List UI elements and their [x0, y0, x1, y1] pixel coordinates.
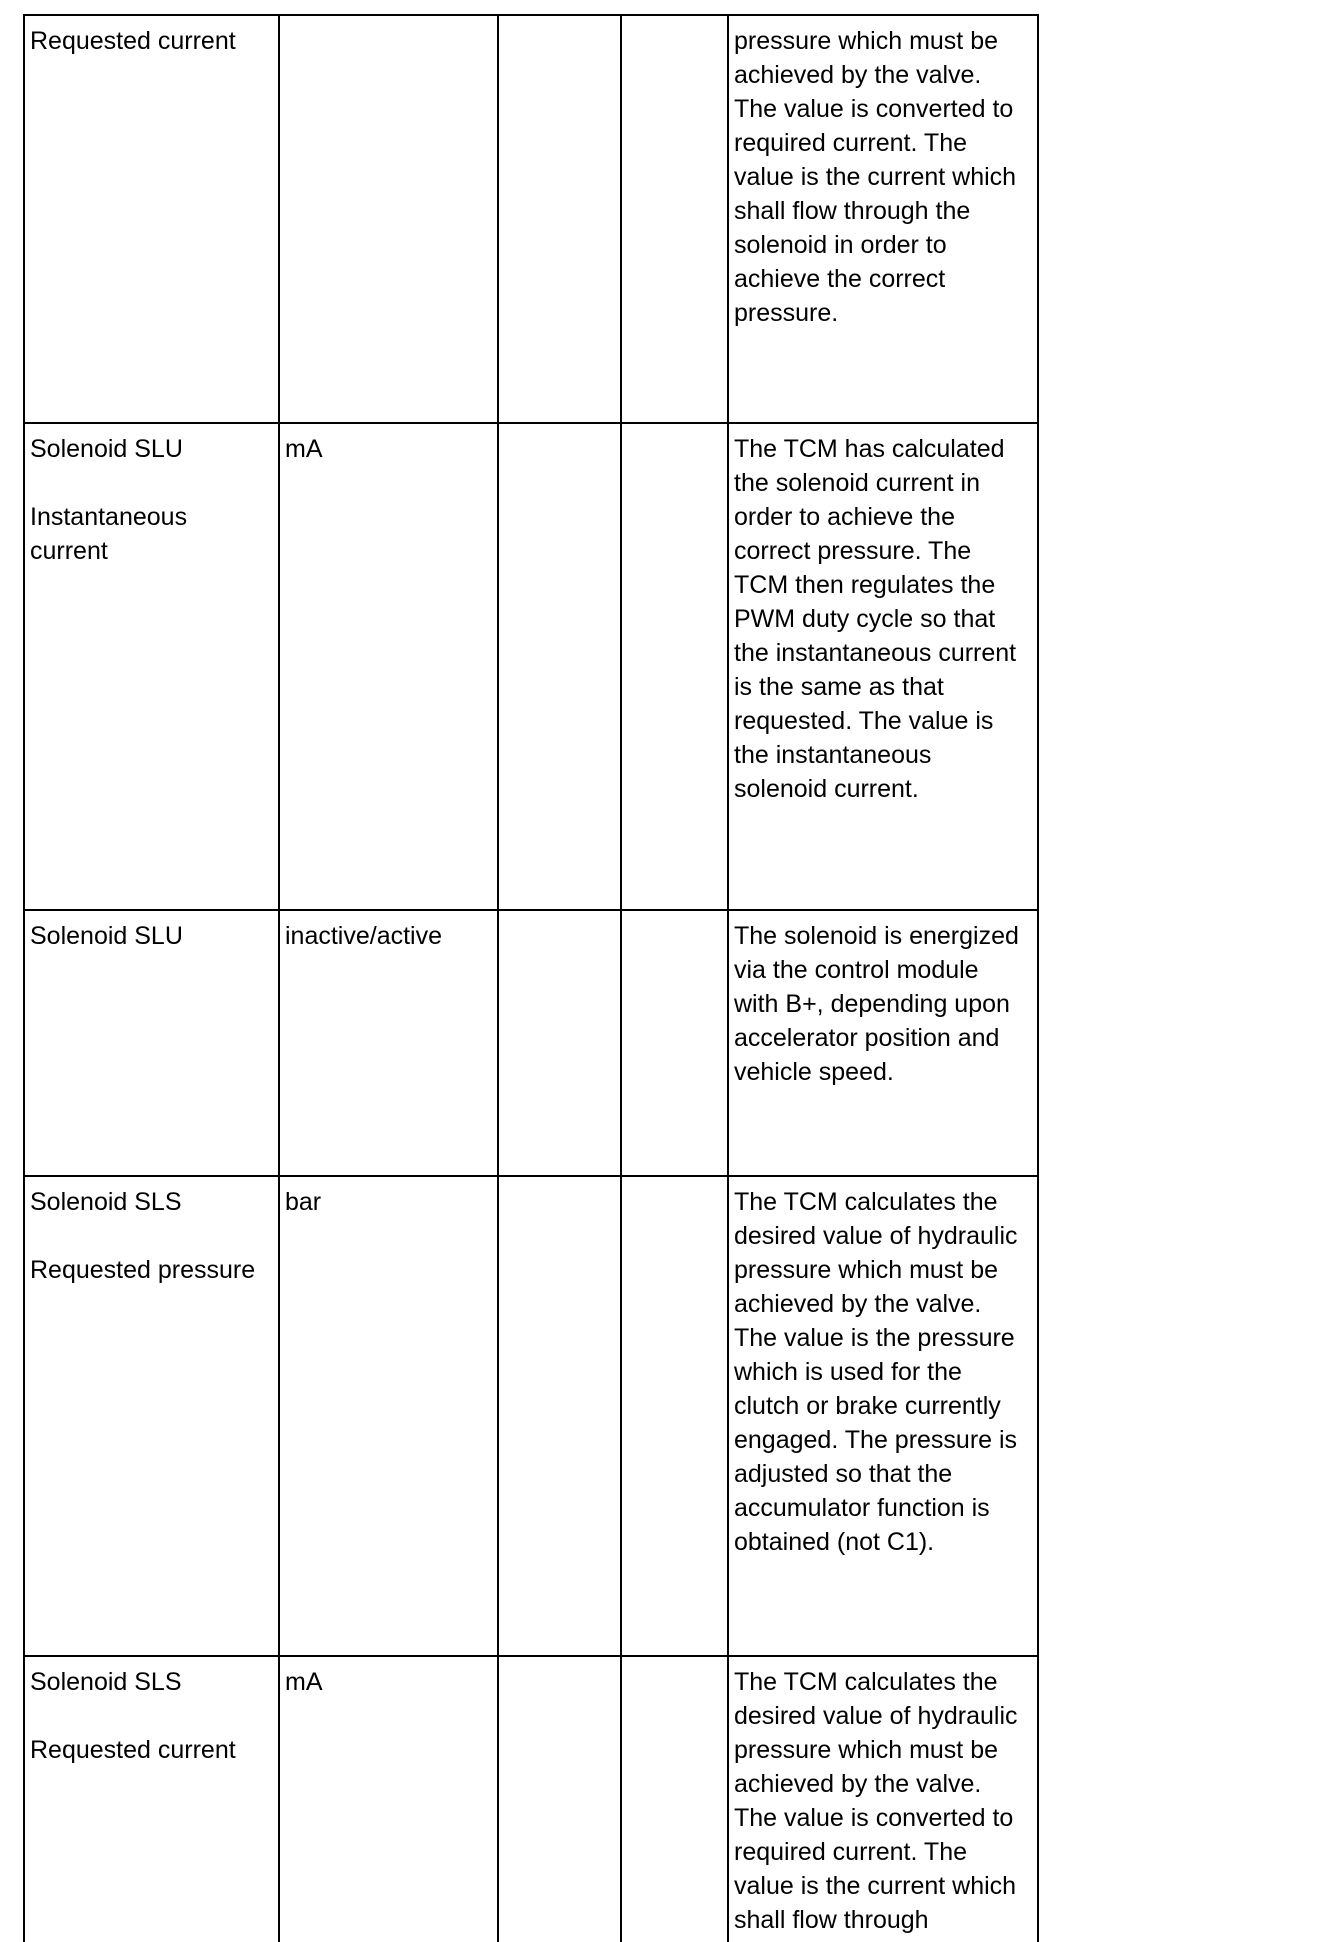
cell-parameter-name: [24, 15, 279, 423]
cell-empty-4: [621, 1656, 728, 1942]
cell-empty-4: [621, 423, 728, 910]
cell-unit: mA: [279, 1656, 498, 1942]
cell-empty-3: [498, 1656, 621, 1942]
parameter-name-line2: Requested current: [30, 1736, 236, 1764]
parameter-name-line1: Solenoid SLU: [30, 435, 183, 463]
cell-empty-4: [621, 15, 728, 423]
cell-unit: bar: [279, 1176, 498, 1656]
cell-description: The solenoid is energized via the control module with B+, depending upon accelerator position and vehicle speed.: [728, 910, 1038, 1176]
cell-unit: [279, 15, 498, 423]
cell-empty-4: [621, 1176, 728, 1656]
cell-empty-3: [498, 1176, 621, 1656]
cell-description: The TCM calculates the desired value of hydraulic pressure which must be achieved by the valve. The value is converted to required current. The value is the current which shall flow through: [728, 1656, 1038, 1942]
table-row: [24, 910, 1038, 1176]
cell-empty-3: [498, 910, 621, 1176]
cell-empty-4: [621, 910, 728, 1176]
cell-unit: mA: [279, 423, 498, 910]
cell-parameter-name: [24, 1656, 279, 1942]
cell-parameter-name: [24, 423, 279, 910]
cell-description: pressure which must be achieved by the valve. The value is converted to required current. The value is the current which shall flow through the solenoid in order to achieve the correct pressure.: [728, 15, 1038, 423]
cell-parameter-name: [24, 1176, 279, 1656]
cell-description: The TCM calculates the desired value of hydraulic pressure which must be achieved by the valve. The value is the pressure which is used for the clutch or brake currently engaged. The pressure is adjusted so that the accumulator function is obtained (not C1).: [728, 1176, 1038, 1656]
parameter-name-line1: Solenoid SLU: [30, 922, 183, 950]
table-row: [24, 15, 1038, 423]
table-row: [24, 1656, 1038, 1942]
parameter-table: [23, 14, 1039, 1942]
parameter-name-line1: Solenoid SLS: [30, 1188, 182, 1216]
cell-parameter-name: [24, 910, 279, 1176]
table-row: [24, 423, 1038, 910]
cell-unit: inactive/active: [279, 910, 498, 1176]
parameter-name-line2: Instantaneous current: [30, 503, 188, 565]
cell-empty-3: [498, 15, 621, 423]
parameter-name-line1: Solenoid SLS: [30, 1668, 182, 1696]
cell-description: The TCM has calculated the solenoid current in order to achieve the correct pressure. The TCM then regulates the PWM duty cycle so that the instantaneous current is the same as that requested. The value is the instantaneous solenoid current.: [728, 423, 1038, 910]
cell-empty-3: [498, 423, 621, 910]
parameter-name-line2: Requested pressure: [30, 1256, 256, 1284]
table-row: [24, 1176, 1038, 1656]
parameter-name-line1: Requested current: [30, 27, 236, 55]
